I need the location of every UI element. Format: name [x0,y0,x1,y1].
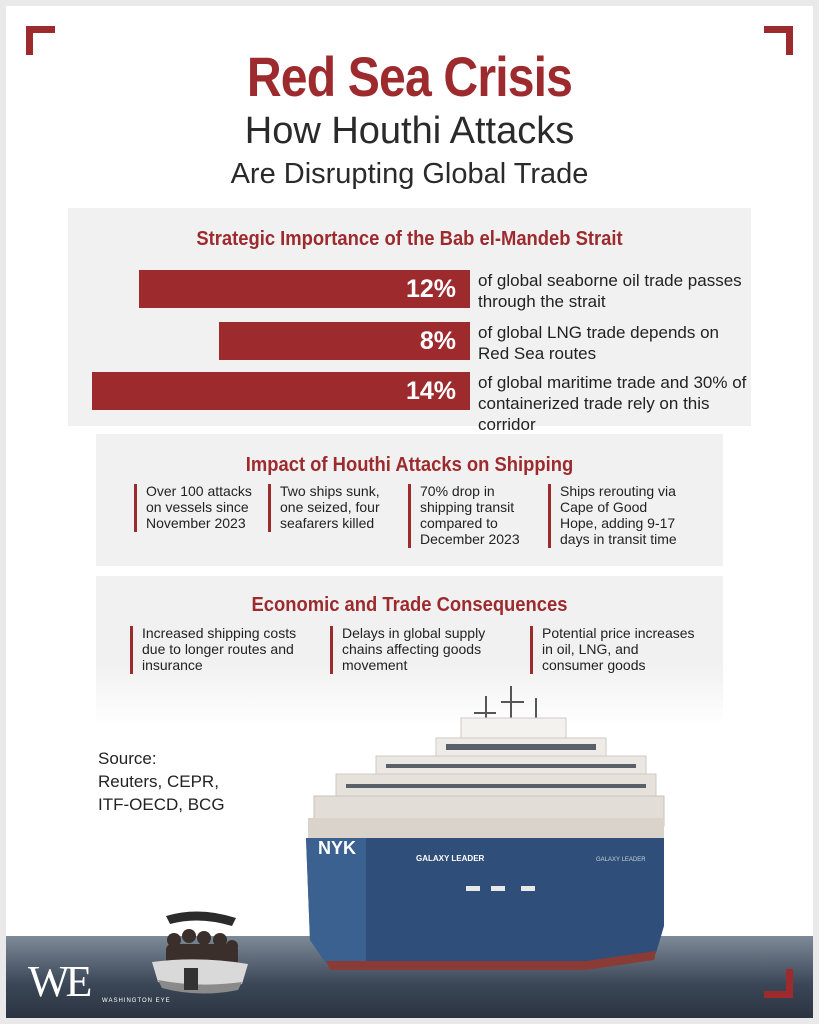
economic-item-line: Potential price increases [542,625,695,641]
impact-item-line: Cape of Good [560,499,648,515]
page-title: Red Sea Crisis [246,45,573,108]
economic-item-line: Delays in global supply [342,625,486,641]
impact-item-line: days in transit time [560,531,677,547]
logo-subtitle: WASHINGTON EYE [102,998,171,1004]
bar-description [478,372,751,435]
impact-item [408,484,548,548]
impact-item-line: December 2023 [420,531,520,547]
bar-maritime-share [92,372,468,410]
bar-description [478,322,719,364]
subtitle-line-2: Are Disrupting Global Trade [230,158,589,190]
corner-bracket-bottom-right [764,969,793,998]
strait-panel [68,208,751,434]
bar-description-line: containerized trade rely on this corridor [478,394,710,434]
economic-item [130,626,322,674]
bar-description-line: of global seaborne oil trade passes [478,271,742,290]
impact-item-line: on vessels since [146,499,249,515]
ship-name-side: GALAXY LEADER [596,857,646,863]
impact-item-line: Two ships sunk, [280,483,380,499]
bar-lng-share [219,322,468,360]
impact-panel [96,434,723,566]
economic-item-line: consumer goods [542,657,646,673]
bar-divider [468,322,470,360]
subtitle-line-1: How Houthi Attacks [244,110,575,152]
economic-item-line: movement [342,657,408,673]
impact-item [548,484,710,548]
bar-value: 12% [405,274,456,303]
economic-item [530,626,722,674]
impact-item [268,484,408,532]
bar-value: 14% [405,376,456,405]
hull-mark: NYK [318,838,357,858]
infographic-card [6,6,813,1018]
bar-oil-share [139,270,468,308]
economic-item-line: chains affecting goods [342,641,482,657]
source-line: Reuters, CEPR, [98,772,219,791]
impact-item-line: November 2023 [146,515,246,531]
impact-item-line: seafarers killed [280,515,375,531]
economic-item-line: due to longer routes and [142,641,294,657]
economic-item-line: Increased shipping costs [142,625,297,641]
impact-item-line: shipping transit [420,499,515,515]
bar-description-line: of global LNG trade depends on [478,323,720,342]
corner-bracket-top-right [764,26,793,55]
impact-item-line: one seized, four [280,499,380,515]
economic-item-line: in oil, LNG, and [542,641,639,657]
corner-bracket-top-left [26,26,55,55]
bar-divider [468,372,470,410]
ship-name-bow: GALAXY LEADER [416,854,485,863]
bar-description [478,270,742,312]
washington-eye-logo [28,956,171,1007]
impact-item [134,484,274,532]
source-line: ITF-OECD, BCG [98,795,225,814]
impact-item-line: Ships rerouting via [560,483,676,499]
bar-value: 8% [419,326,456,355]
impact-item-line: Over 100 attacks [146,483,252,499]
source-note [98,747,225,816]
bar-description-line: through the strait [478,292,606,311]
economic-item-line: insurance [142,657,203,673]
bar-description-line: Red Sea routes [478,344,597,363]
logo-mark: WE [28,957,89,1006]
source-label: Source: [98,749,157,768]
speedboat-illustration [144,906,254,1001]
economic-section-title: Economic and Trade Consequences [251,594,568,616]
economic-item [330,626,522,674]
impact-item-line: 70% drop in [420,483,495,499]
impact-item-line: Hope, adding 9-17 [560,515,676,531]
bar-description-line: of global maritime trade and 30% of [478,373,747,392]
strait-section-title: Strategic Importance of the Bab el-Mandeb Strait [196,228,623,250]
bar-divider [468,270,470,308]
cargo-ship-illustration [296,678,666,978]
impact-section-title: Impact of Houthi Attacks on Shipping [245,454,574,476]
impact-item-line: compared to [420,515,498,531]
